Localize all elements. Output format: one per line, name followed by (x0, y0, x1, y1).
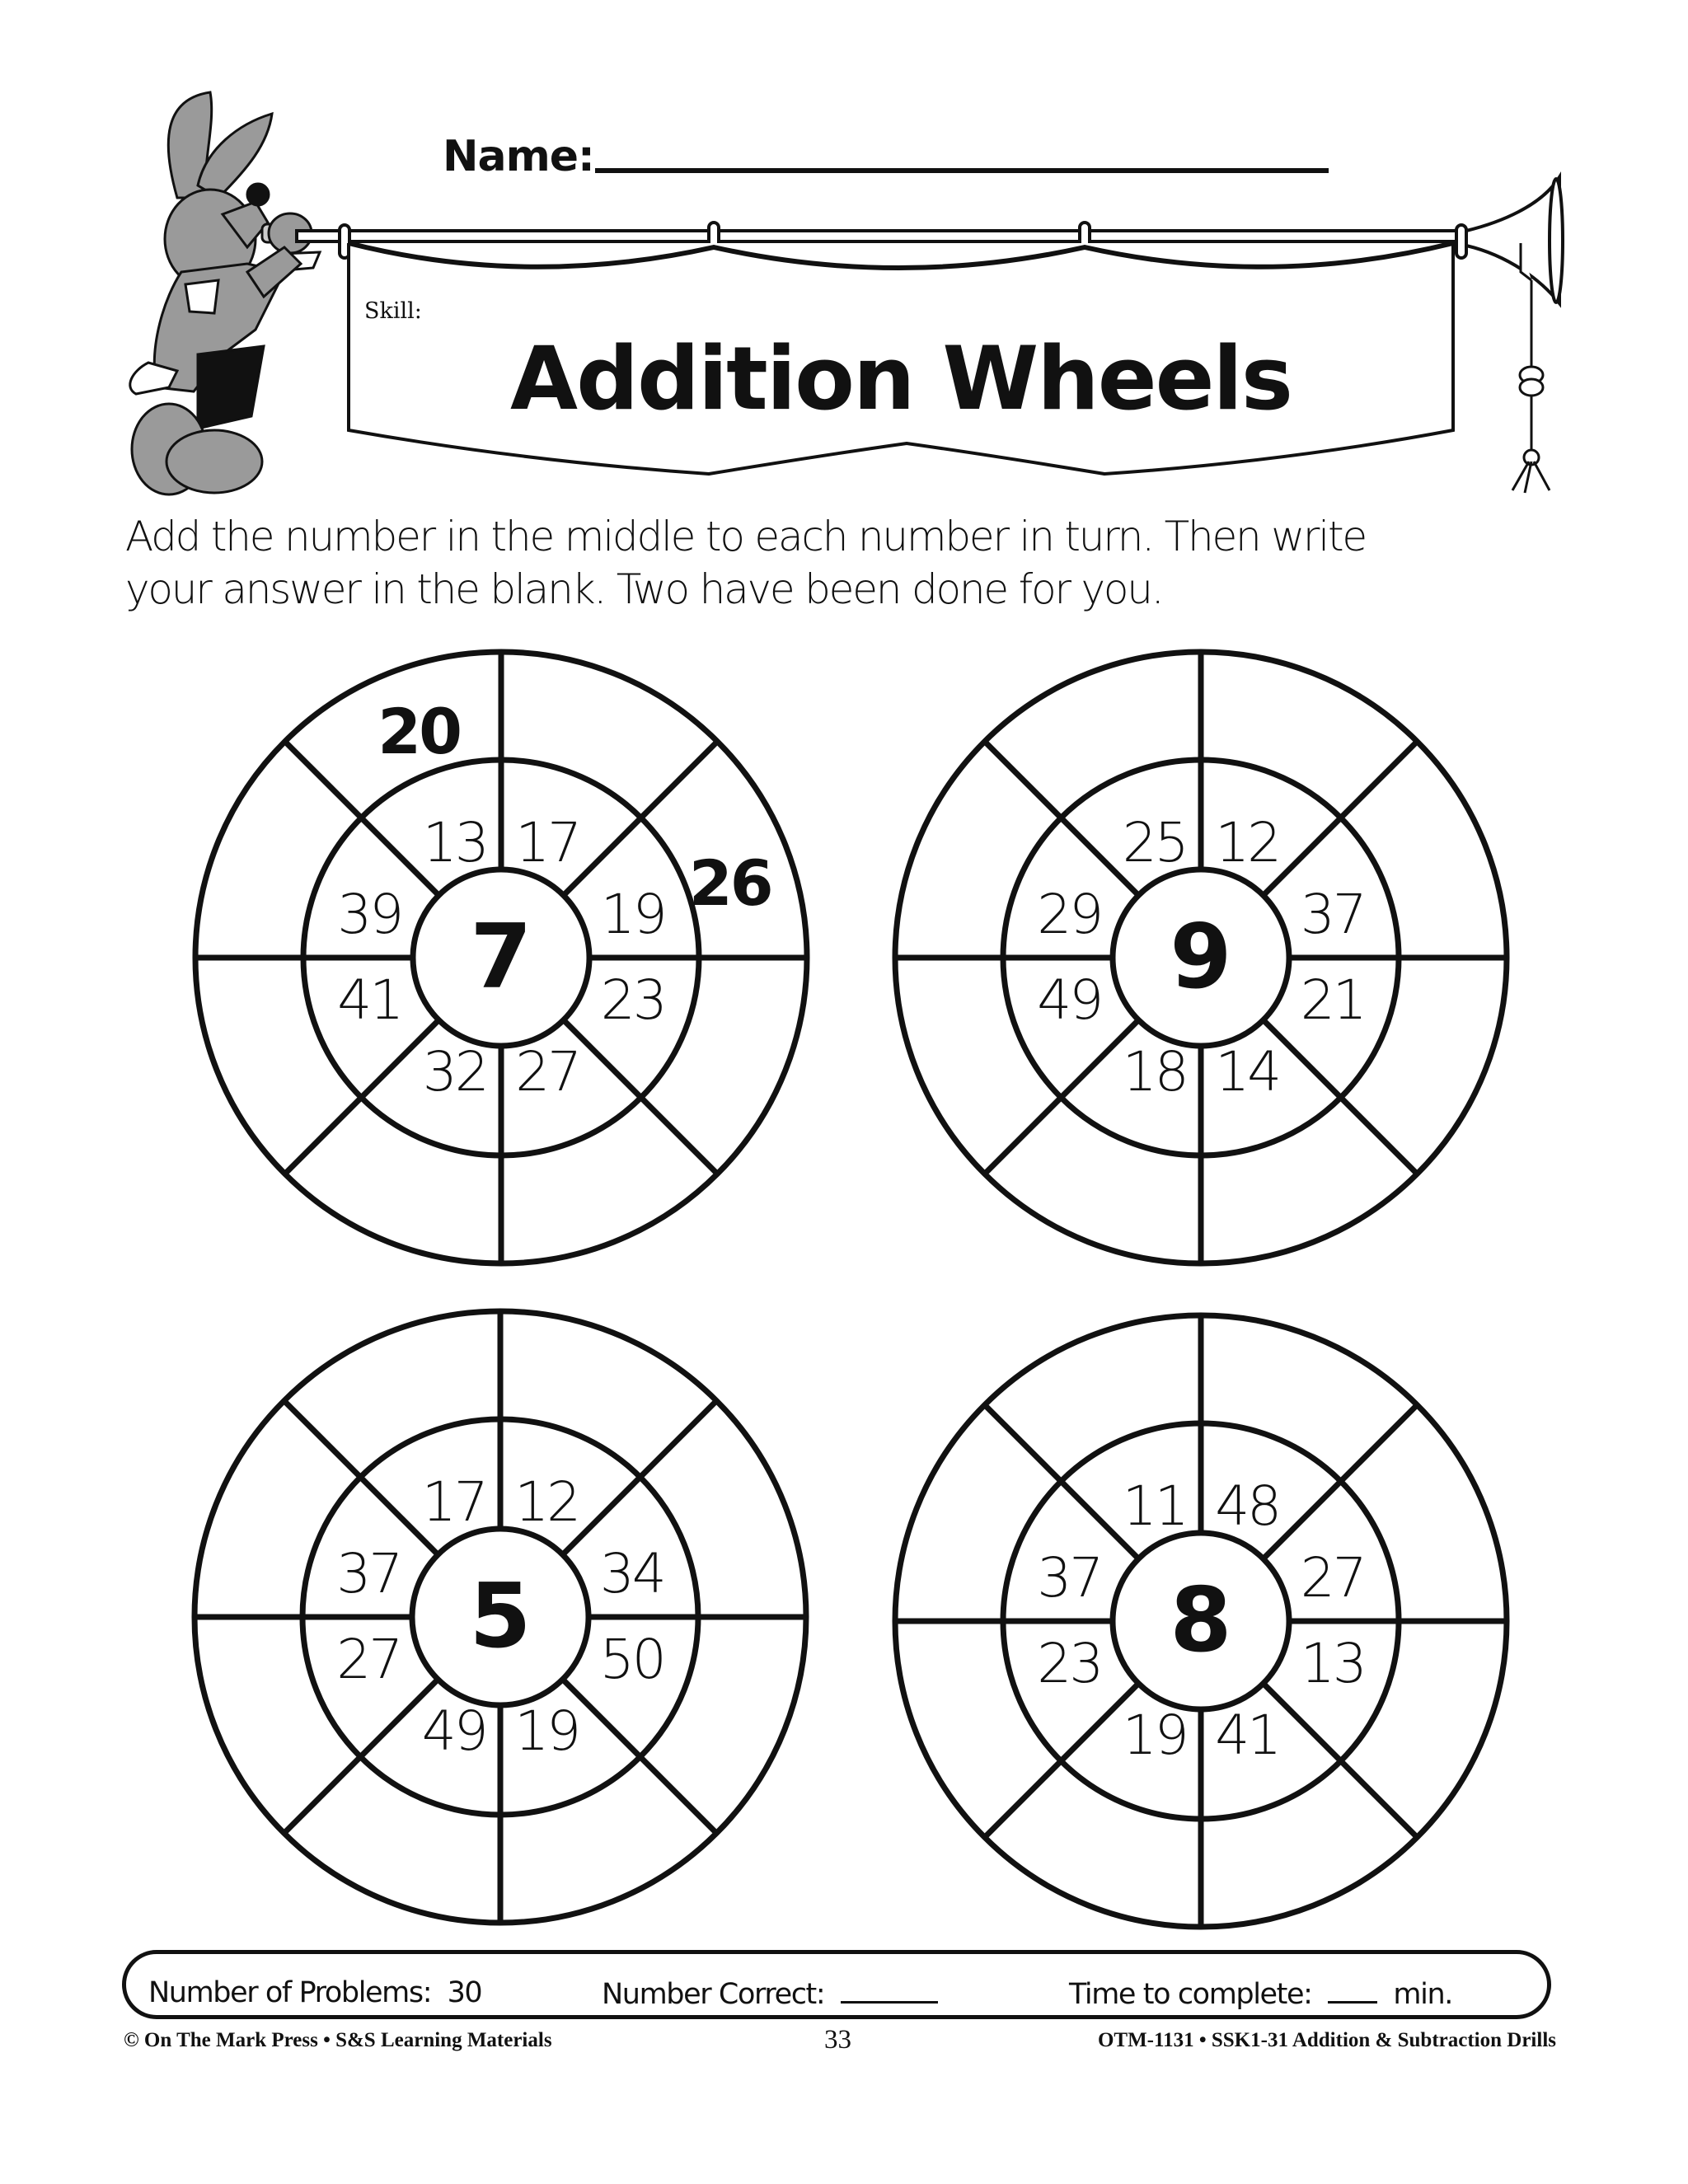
wheel-inner-number: 12 (1215, 810, 1280, 874)
wheel-inner-number: 27 (336, 1627, 401, 1691)
wheel-inner-number: 19 (514, 1699, 579, 1764)
wheel-inner-number: 32 (422, 1040, 487, 1104)
wheel-answer-cell[interactable] (922, 851, 1021, 916)
wheel-answer-cell[interactable] (922, 999, 1021, 1065)
wheel-center-number: 9 (1170, 906, 1232, 1009)
wheel-inner-number: 34 (599, 1542, 664, 1606)
correct-label: Number Correct: (602, 1978, 825, 2011)
wheel-inner-number: 23 (1037, 1631, 1102, 1695)
wheel-inner-number: 37 (336, 1542, 401, 1606)
wheel-answer-cell[interactable] (534, 699, 633, 765)
wheel-inner-number: 29 (1037, 883, 1102, 947)
time-to-complete (1069, 1976, 1452, 2011)
wheel-answer-cell[interactable] (1381, 999, 1479, 1065)
wheel-answer-cell[interactable] (1069, 1362, 1168, 1428)
wheel-answer-cell[interactable] (223, 999, 321, 1065)
wheel-inner-number: 21 (1300, 968, 1365, 1032)
wheel-answer-cell[interactable] (1069, 699, 1168, 765)
wheel-inner-number: 49 (1037, 968, 1102, 1032)
name-label: Name: (443, 132, 594, 181)
addition-wheel (888, 644, 1514, 1271)
instructions-line-1: Add the number in the middle to each number in turn. Then write (125, 513, 1366, 560)
wheel-answer-cell[interactable]: 20 (377, 694, 461, 768)
wheel-inner-number: 39 (337, 883, 402, 947)
wheel-answer-cell[interactable] (1234, 1814, 1333, 1880)
wheel-answer-cell[interactable] (1234, 1151, 1333, 1216)
number-correct (602, 1976, 938, 2011)
wheel-inner-number: 13 (1300, 1631, 1365, 1695)
wheel-answer-cell[interactable] (1234, 699, 1333, 765)
wheel-answer-cell[interactable] (680, 1510, 779, 1576)
wheel-answer-cell[interactable] (222, 1658, 321, 1724)
wheel-inner-number: 27 (515, 1040, 580, 1104)
skill-label: Skill: (364, 298, 422, 324)
wheel-answer-cell[interactable] (533, 1358, 632, 1424)
wheel-answer-cell[interactable] (1234, 1362, 1333, 1428)
wheel-center-number: 8 (1170, 1569, 1232, 1672)
wheel-answer-cell[interactable]: 26 (688, 846, 771, 920)
wheel-inner-number: 18 (1122, 1040, 1187, 1104)
wheel-answer-cell[interactable] (368, 1358, 467, 1424)
wheel-inner-number: 27 (1300, 1546, 1365, 1610)
correct-input[interactable] (841, 1976, 938, 2004)
wheel-inner-number: 37 (1037, 1546, 1102, 1610)
addition-wheel (888, 1308, 1514, 1934)
wheel-center-number: 5 (469, 1565, 532, 1668)
wheel-answer-cell[interactable] (922, 1662, 1021, 1728)
wheel-inner-number: 25 (1122, 810, 1187, 874)
time-unit: min. (1393, 1978, 1452, 2011)
wheel-answer-cell[interactable] (1069, 1814, 1168, 1880)
wheel-answer-cell[interactable] (222, 1510, 321, 1576)
problems-value: 30 (447, 1976, 482, 2009)
wheel-center-number: 7 (470, 906, 532, 1009)
wheel-answer-cell[interactable] (681, 999, 780, 1065)
wheel-inner-number: 41 (1215, 1704, 1280, 1768)
header-illustration (0, 0, 1688, 527)
wheel-answer-cell[interactable] (1381, 1662, 1479, 1728)
wheel-inner-number: 17 (515, 810, 580, 874)
wheel-answer-cell[interactable] (533, 1810, 632, 1876)
name-input[interactable] (595, 168, 1329, 173)
wheel-inner-number: 37 (1300, 883, 1365, 947)
page-number: 33 (824, 2025, 851, 2055)
wheel-answer-cell[interactable] (1069, 1151, 1168, 1216)
wheel-inner-number: 41 (337, 968, 402, 1032)
time-label: Time to complete: (1069, 1978, 1312, 2011)
wheel-inner-number: 19 (1122, 1704, 1187, 1768)
problems-count (148, 1976, 481, 2009)
instructions-line-2: your answer in the blank. Two have been done for you. (125, 565, 1163, 613)
wheel-inner-number: 23 (600, 968, 665, 1032)
wheel-inner-number: 11 (1122, 1474, 1187, 1538)
footer-copyright: © On The Mark Press • S&S Learning Materials (124, 2029, 552, 2051)
wheel-inner-number: 13 (422, 810, 487, 874)
wheel-answer-cell[interactable] (369, 1151, 468, 1216)
footer-product-code: OTM-1131 • SSK1-31 Addition & Subtraction Drills (1097, 2029, 1556, 2051)
wheel-answer-cell[interactable] (1381, 1514, 1479, 1580)
time-input[interactable] (1328, 1976, 1377, 2004)
wheel-answer-cell[interactable] (922, 1514, 1021, 1580)
rabbit-trumpeter-icon (130, 92, 320, 494)
wheel-inner-number: 12 (514, 1469, 579, 1534)
problems-label: Number of Problems: (148, 1976, 432, 2009)
wheel-answer-cell[interactable] (680, 1658, 779, 1724)
wheel-inner-number: 14 (1215, 1040, 1280, 1104)
wheel-answer-cell[interactable] (1381, 851, 1479, 916)
addition-wheel (187, 1304, 814, 1930)
wheel-inner-number: 48 (1215, 1474, 1280, 1538)
wheel-answer-cell[interactable] (534, 1151, 633, 1216)
page-title: Addition Wheels (510, 328, 1292, 429)
wheel-inner-number: 17 (421, 1469, 486, 1534)
addition-wheel (188, 644, 814, 1271)
wheel-answer-cell[interactable] (223, 851, 321, 916)
wheel-inner-number: 19 (600, 883, 665, 947)
wheel-inner-number: 49 (421, 1699, 486, 1764)
trumpet-bell-icon (1466, 177, 1563, 303)
wheel-inner-number: 50 (599, 1627, 664, 1691)
wheel-answer-cell[interactable] (368, 1810, 467, 1876)
